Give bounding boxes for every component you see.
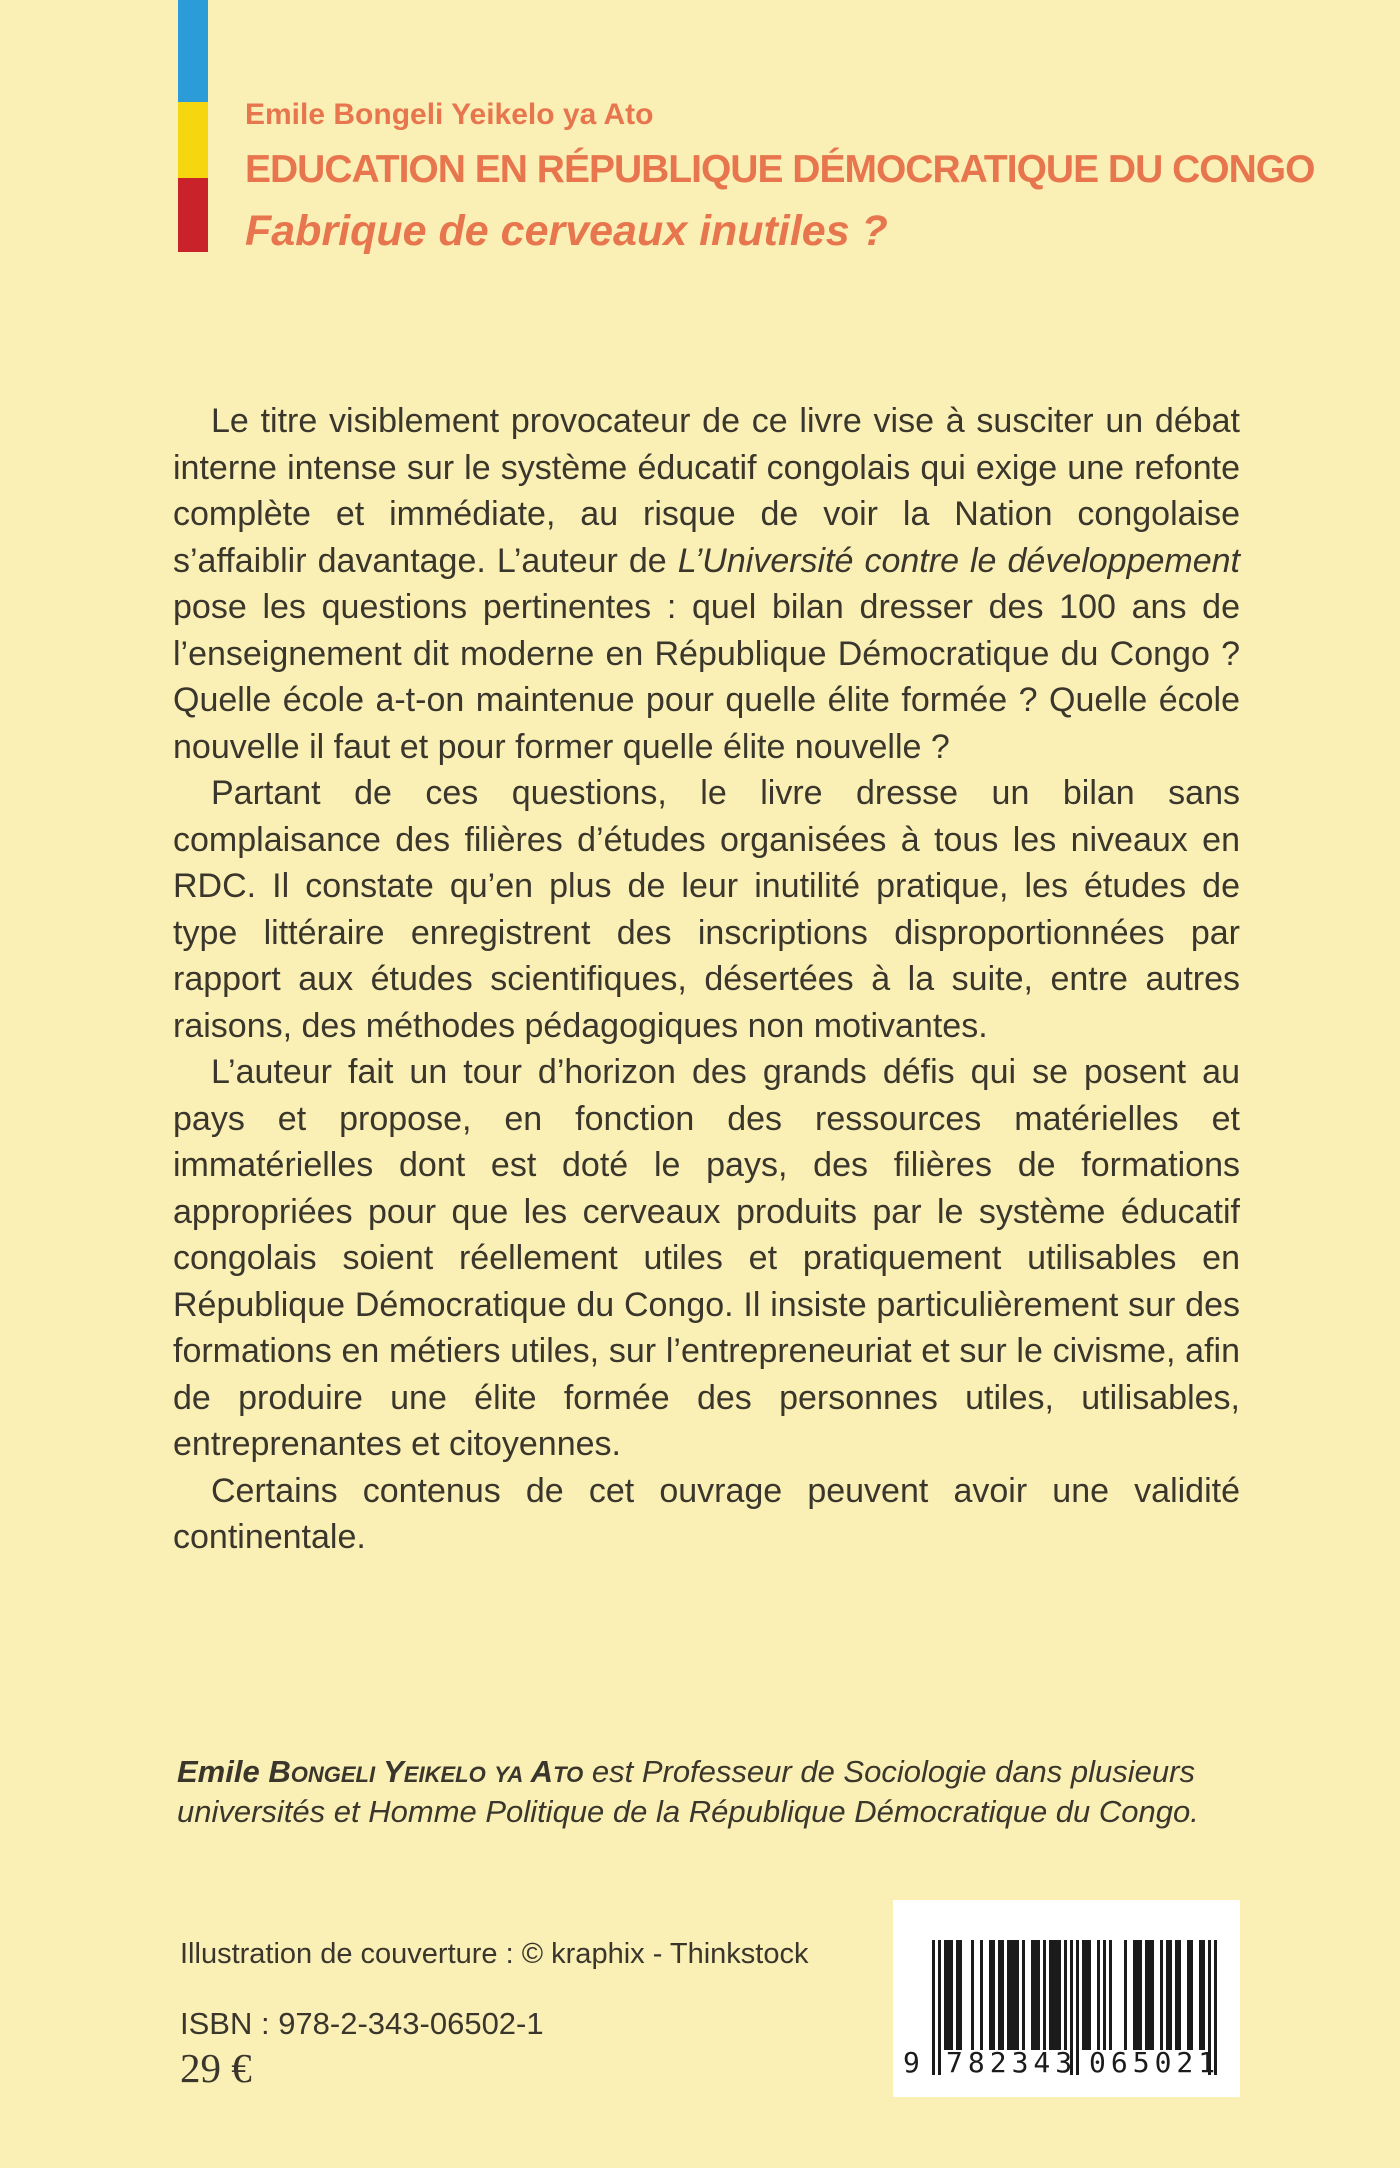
paragraph-1 <box>173 398 1240 770</box>
flag-yellow-segment <box>178 102 208 178</box>
book-subtitle: Fabrique de cerveaux inutiles ? <box>245 207 888 255</box>
paragraph-4 <box>173 1468 1240 1561</box>
paragraph-4-text: Certains contenus de cet ouvrage peuvent avoir une validité continentale. <box>173 1471 1240 1556</box>
flag-red-segment <box>178 178 208 252</box>
cover-illustration-credit: Illustration de couverture : © kraphix - Thinkstock <box>180 1938 809 1970</box>
author-bio-name-caps: Bongeli Yeikelo ya Ato <box>268 1754 584 1789</box>
barcode <box>893 1900 1240 2097</box>
paragraph-1-text: Le titre visiblement provocateur de ce livre vise à susciter un débat interne intense sur le système éducatif congolais qui exige une refonte complète et immédiate, au risque de voir la Nation congolaise s’affaiblir davantage. L’auteur de <box>173 402 1240 580</box>
barcode-digits-left: 782343 <box>946 2046 1078 2079</box>
author-bio-first-name: Emile <box>177 1754 269 1789</box>
flag-blue-segment <box>178 0 208 102</box>
author-name: Emile Bongeli Yeikelo ya Ato <box>245 98 654 131</box>
barcode-digits-right: 065021 <box>1089 2046 1221 2079</box>
paragraph-2 <box>173 770 1240 1049</box>
paragraph-3 <box>173 1049 1240 1468</box>
author-bio <box>177 1752 1282 1832</box>
drc-flag-stripe <box>178 0 208 252</box>
paragraph-2-text: Partant de ces questions, le livre dresse un bilan sans complaisance des filières d’études organisées à tous les niveaux en RDC. Il constate qu’en plus de leur inutilité pratique, les études de type littéraire enregistrent des inscriptions disproportionnées par rapport aux études scientifiques, désertées à la suite, entre autres raisons, des méthodes pédagogiques non motivantes. <box>173 774 1240 1045</box>
book-title: EDUCATION EN RÉPUBLIQUE DÉMOCRATIQUE DU CONGO <box>245 148 1315 191</box>
barcode-digit-leading: 9 <box>903 2046 920 2079</box>
back-cover-text <box>173 398 1240 1561</box>
price-text: 29 € <box>180 2045 252 2091</box>
author-bio-text: est Professeur de Sociologie dans plusieurs universités et Homme Politique de la République Démocratique du Congo. <box>177 1754 1199 1829</box>
paragraph-3-text: L’auteur fait un tour d’horizon des grands défis qui se posent au pays et propose, en fonction des ressources matérielles et immatérielles dont est doté le pays, des filières de formations appropriées pour que les cerveaux produits par le système éducatif congolais soient réellement utiles et pratiquement utilisables en République Démocratique du Congo. Il insiste particulièrement sur des formations en métiers utiles, sur l’entrepreneuriat et sur le civisme, afin de produire une élite formée des personnes utiles, utilisables, entreprenantes et citoyennes. <box>173 1053 1240 1463</box>
paragraph-1-italic-title: L’Université contre le développement <box>677 541 1240 580</box>
paragraph-1-text-cont: pose les questions pertinentes : quel bilan dresser des 100 ans de l’enseignement dit moderne en République Démocratique du Congo ? Quelle école a-t-on maintenue pour quelle élite formée ? Quelle école nouvelle il faut et pour former quelle élite nouvelle ? <box>173 588 1240 766</box>
isbn-text: ISBN : 978-2-343-06502-1 <box>180 2006 544 2041</box>
